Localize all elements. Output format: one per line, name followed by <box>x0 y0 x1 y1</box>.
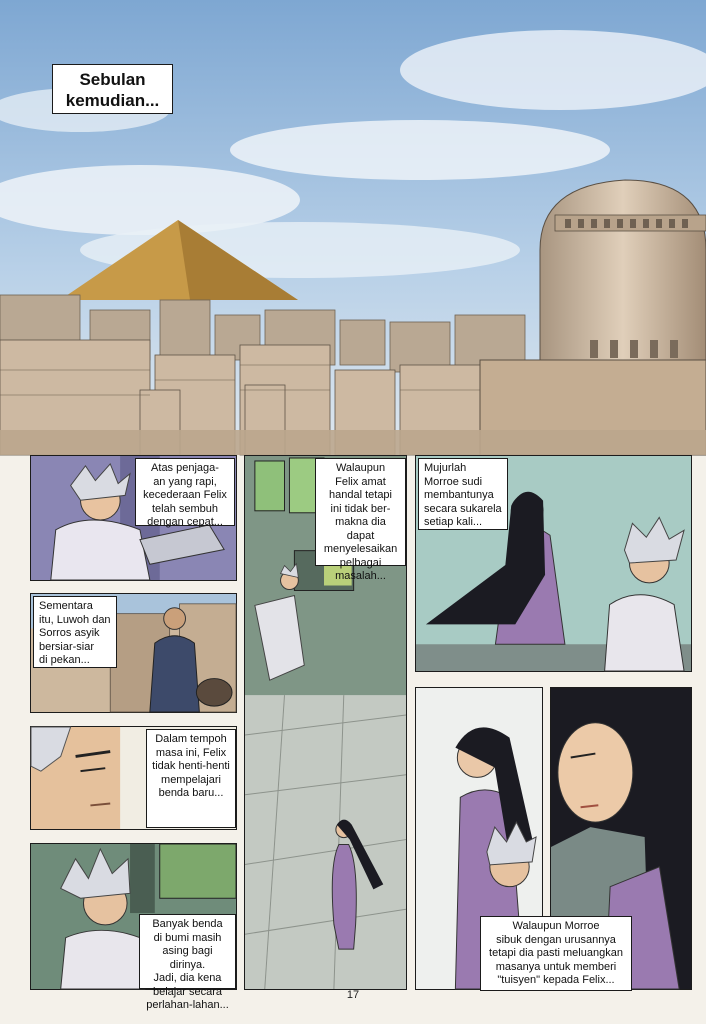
panel-city-splash <box>0 0 706 455</box>
panel-friends-in-town <box>30 593 237 713</box>
page-number: 17 <box>346 989 360 1001</box>
panel-morroe-helping <box>415 455 692 672</box>
panel-felix-learning <box>30 726 237 830</box>
panel-control-room <box>244 455 407 990</box>
caption-friends-walking: Sementara itu, Luwoh dan Sorros asyik bersiar-siar di pekan... <box>33 596 117 668</box>
caption-earth-strange: Banyak benda di bumi masih asing bagi dirinya. Jadi, dia kena belajar secara perlahan-lahan... <box>139 914 236 989</box>
caption-learning-new-things: Dalam tempoh masa ini, Felix tidak henti-henti mempelajari benda baru... <box>146 729 236 828</box>
panel-felix-recovered <box>30 455 237 581</box>
caption-injury-healed: Atas penjaga- an yang rapi, kecederaan Felix telah sembuh dengan cepat... <box>135 458 235 526</box>
caption-morroe-tuition: Walaupun Morroe sibuk dengan urusannya tetapi dia pasti meluangkan masanya untuk memberi "tuisyen" kepada Felix... <box>480 916 632 991</box>
panel-things-foreign <box>30 843 237 1011</box>
caption-felix-skilled: Walaupun Felix amat handal tetapi ini tidak ber- makna dia dapat menyelesaikan pelbagai masalah... <box>315 458 406 566</box>
caption-morroe-volunteers: Mujurlah Morroe sudi membantunya secara sukarela setiap kali... <box>418 458 508 530</box>
caption-one-month-later: Sebulan kemudian... <box>52 64 173 114</box>
